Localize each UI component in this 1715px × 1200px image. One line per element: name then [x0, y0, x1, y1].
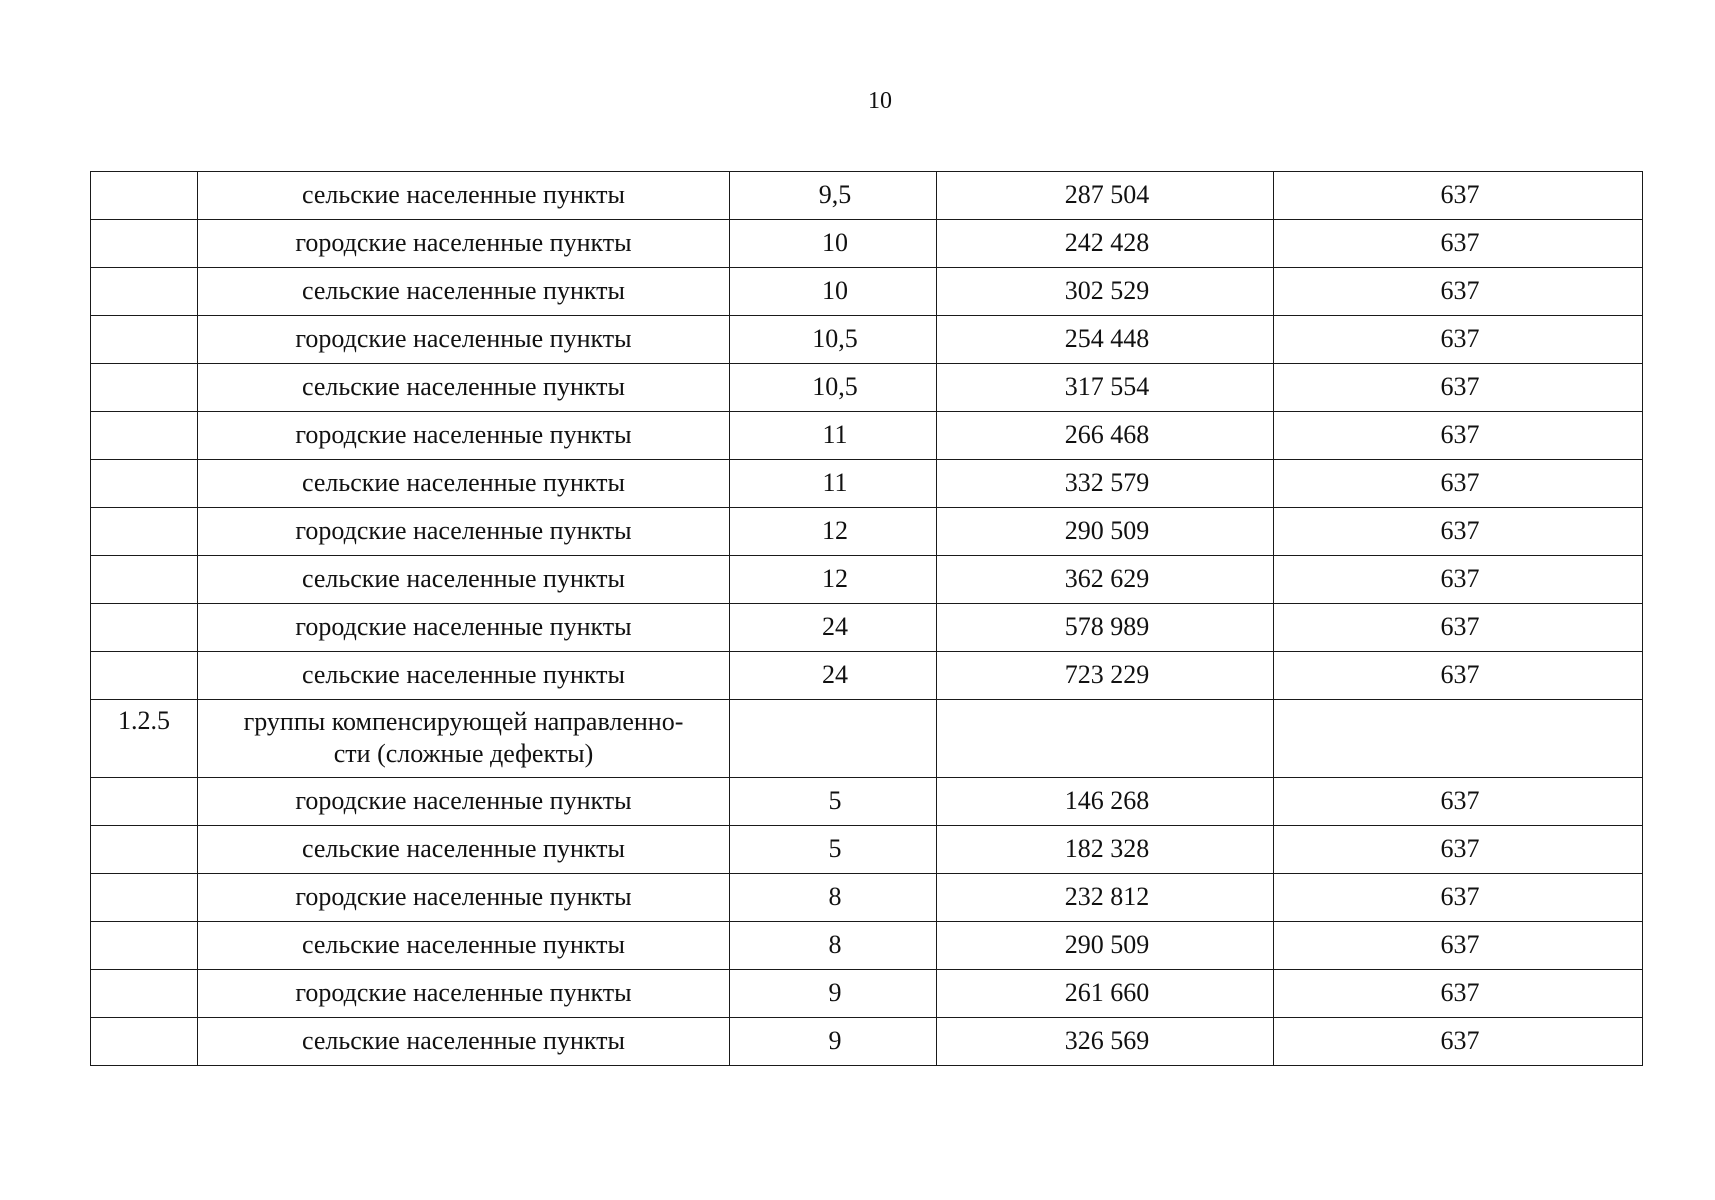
value-cell-col5: 637: [1274, 268, 1643, 316]
value-cell-col5: 637: [1274, 364, 1643, 412]
page-number: 10: [868, 88, 892, 114]
value-cell-col3: 9: [730, 970, 937, 1018]
value-cell-col3: 8: [730, 922, 937, 970]
value-cell-col5: 637: [1274, 220, 1643, 268]
table-row: [91, 412, 1643, 460]
table-row: [91, 460, 1643, 508]
table-row: [91, 922, 1643, 970]
row-code-cell: [91, 508, 198, 556]
value-cell-col5: 637: [1274, 826, 1643, 874]
settlement-type-cell: городские населенные пункты: [198, 220, 730, 268]
group-header-row: [91, 700, 1643, 778]
table-row: [91, 778, 1643, 826]
row-code-cell: [91, 460, 198, 508]
value-cell-col5: 637: [1274, 460, 1643, 508]
value-cell-col5: 637: [1274, 508, 1643, 556]
value-cell-col3: 12: [730, 556, 937, 604]
group-title-line1: группы компенсирующей направленно-: [243, 707, 684, 736]
row-code-cell: [91, 556, 198, 604]
value-cell-col3: 24: [730, 604, 937, 652]
value-cell-col5: 637: [1274, 316, 1643, 364]
settlement-type-cell: городские населенные пункты: [198, 412, 730, 460]
value-cell-col4: 232 812: [937, 874, 1274, 922]
value-cell-col3: 9: [730, 1018, 937, 1066]
settlement-type-cell: сельские населенные пункты: [198, 826, 730, 874]
value-cell-col3: 11: [730, 460, 937, 508]
table-row: [91, 556, 1643, 604]
row-code-cell: [91, 874, 198, 922]
value-cell-col5: 637: [1274, 874, 1643, 922]
settlement-type-cell: городские населенные пункты: [198, 970, 730, 1018]
value-cell-col3: 5: [730, 826, 937, 874]
settlement-type-cell: сельские населенные пункты: [198, 364, 730, 412]
row-code-cell: [91, 1018, 198, 1066]
value-cell-col5: 637: [1274, 556, 1643, 604]
value-cell-col3: 11: [730, 412, 937, 460]
value-cell-col4: 287 504: [937, 172, 1274, 220]
value-cell-col4: 302 529: [937, 268, 1274, 316]
value-cell-col3: 8: [730, 874, 937, 922]
value-cell-col4: 290 509: [937, 508, 1274, 556]
value-cell-col3: 10,5: [730, 364, 937, 412]
settlement-type-cell: городские населенные пункты: [198, 604, 730, 652]
table-row: [91, 220, 1643, 268]
row-code-cell: [91, 172, 198, 220]
value-cell-col3: 12: [730, 508, 937, 556]
value-cell-col4: 332 579: [937, 460, 1274, 508]
value-cell-col4: 266 468: [937, 412, 1274, 460]
row-code-cell: [91, 778, 198, 826]
group-title-line2: сти (сложные дефекты): [333, 739, 594, 768]
group-code-cell: 1.2.5: [91, 700, 198, 778]
empty-cell-col4: [937, 700, 1274, 778]
row-code-cell: [91, 826, 198, 874]
value-cell-col4: 242 428: [937, 220, 1274, 268]
table-row: [91, 1018, 1643, 1066]
table-row: [91, 874, 1643, 922]
value-cell-col5: 637: [1274, 922, 1643, 970]
value-cell-col3: 10: [730, 220, 937, 268]
empty-cell-col3: [730, 700, 937, 778]
row-code-cell: [91, 268, 198, 316]
table-row: [91, 826, 1643, 874]
settlement-type-cell: сельские населенные пункты: [198, 1018, 730, 1066]
settlement-type-cell: городские населенные пункты: [198, 778, 730, 826]
value-cell-col4: 317 554: [937, 364, 1274, 412]
value-cell-col4: 578 989: [937, 604, 1274, 652]
settlement-type-cell: городские населенные пункты: [198, 316, 730, 364]
value-cell-col3: 10,5: [730, 316, 937, 364]
value-cell-col4: 723 229: [937, 652, 1274, 700]
settlement-type-cell: городские населенные пункты: [198, 508, 730, 556]
settlement-type-cell: сельские населенные пункты: [198, 922, 730, 970]
settlement-type-cell: сельские населенные пункты: [198, 460, 730, 508]
row-code-cell: [91, 412, 198, 460]
value-cell-col5: 637: [1274, 1018, 1643, 1066]
settlement-type-cell: сельские населенные пункты: [198, 652, 730, 700]
value-cell-col4: 146 268: [937, 778, 1274, 826]
value-cell-col5: 637: [1274, 604, 1643, 652]
value-cell-col5: 637: [1274, 652, 1643, 700]
table-row: [91, 316, 1643, 364]
tariff-table: [90, 171, 1643, 1066]
value-cell-col5: 637: [1274, 172, 1643, 220]
row-code-cell: [91, 364, 198, 412]
table-row: [91, 652, 1643, 700]
value-cell-col4: 326 569: [937, 1018, 1274, 1066]
settlement-type-cell: городские населенные пункты: [198, 874, 730, 922]
table-row: [91, 508, 1643, 556]
value-cell-col4: 362 629: [937, 556, 1274, 604]
row-code-cell: [91, 970, 198, 1018]
value-cell-col3: 5: [730, 778, 937, 826]
value-cell-col4: 261 660: [937, 970, 1274, 1018]
settlement-type-cell: сельские населенные пункты: [198, 172, 730, 220]
table-row: [91, 268, 1643, 316]
value-cell-col5: 637: [1274, 778, 1643, 826]
table-body: [91, 172, 1643, 1066]
row-code-cell: [91, 922, 198, 970]
settlement-type-cell: сельские населенные пункты: [198, 268, 730, 316]
empty-cell-col5: [1274, 700, 1643, 778]
value-cell-col4: 290 509: [937, 922, 1274, 970]
row-code-cell: [91, 220, 198, 268]
value-cell-col4: 254 448: [937, 316, 1274, 364]
value-cell-col3: 24: [730, 652, 937, 700]
table-row: [91, 970, 1643, 1018]
value-cell-col4: 182 328: [937, 826, 1274, 874]
value-cell-col3: 10: [730, 268, 937, 316]
row-code-cell: [91, 652, 198, 700]
table-row: [91, 604, 1643, 652]
value-cell-col5: 637: [1274, 970, 1643, 1018]
table-row: [91, 172, 1643, 220]
settlement-type-cell: сельские населенные пункты: [198, 556, 730, 604]
value-cell-col3: 9,5: [730, 172, 937, 220]
group-title-cell: [198, 700, 730, 778]
table-row: [91, 364, 1643, 412]
row-code-cell: [91, 604, 198, 652]
row-code-cell: [91, 316, 198, 364]
value-cell-col5: 637: [1274, 412, 1643, 460]
